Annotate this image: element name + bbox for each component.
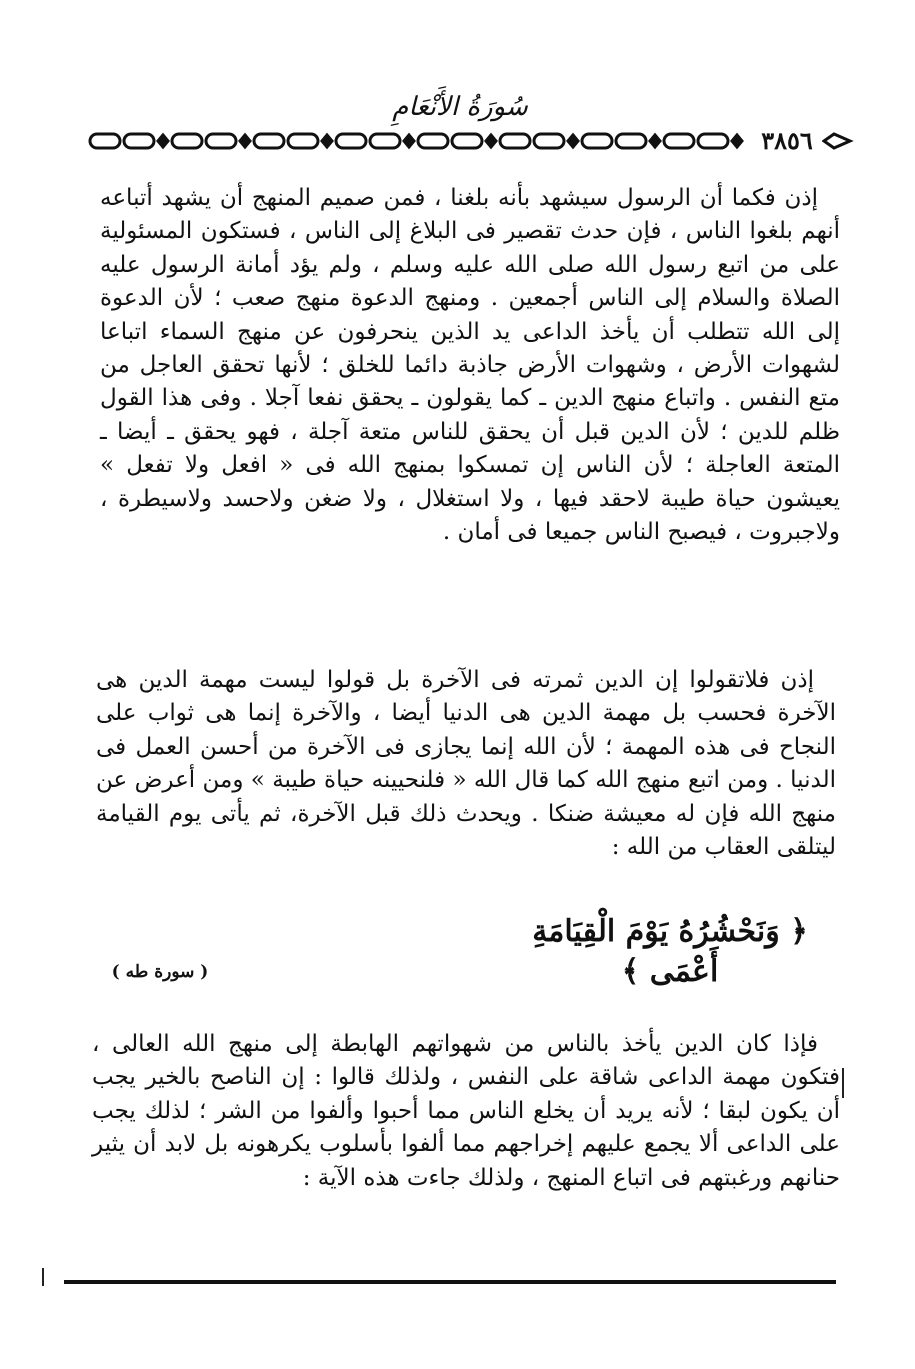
quran-verse: ﴿ وَنَحْشُرُهُ يَوْمَ الْقِيَامَةِ أَعْمَى ﴾: [532, 914, 808, 989]
ornament-link: [452, 134, 482, 148]
ornament-diamond: [240, 135, 250, 147]
ornament-link: [698, 134, 728, 148]
ornament-end: [824, 134, 850, 148]
ornament-link: [336, 134, 366, 148]
ornament-link: [616, 134, 646, 148]
margin-mark: [42, 1268, 44, 1286]
ornament-link: [124, 134, 154, 148]
ornament-link: [254, 134, 284, 148]
ornament-link: [534, 134, 564, 148]
paragraph-3: فإذا كان الدين يأخذ بالناس من شهواتهم الهابطة إلى منهج الله العالى ، فتكون مهمة الداعى شاقة على النفس ، ولذلك قالوا : إن الناصح بالخير يجب أن يكون لبقا ؛ لأنه يريد أن يخلع الناس مما أحبوا وألفوا من الشر ؛ لذلك يجب على الداعى ألا يجمع عليهم إخراجهم مما ألفوا بأسلوب يكرهونه بل لابد أن يثير حنانهم ورغبتهم فى اتباع المنهج ، ولذلك جاءت هذه الآية :: [92, 1031, 840, 1191]
ornament-diamond: [158, 135, 168, 147]
ornament-link: [664, 134, 694, 148]
ornament-diamond: [650, 135, 660, 147]
verse-reference: ( سورة طه ): [111, 962, 209, 982]
margin-mark: [842, 1068, 844, 1098]
ornament-diamond: [568, 135, 578, 147]
ornament-link: [206, 134, 236, 148]
ornament-link: [418, 134, 448, 148]
header-ornament-rule: [86, 126, 856, 156]
ornament-link: [172, 134, 202, 148]
ornament-link: [90, 134, 120, 148]
page-number: ٣٨٥٦: [752, 128, 822, 154]
surah-title: سُورَةُ الأَنْعَامِ: [392, 92, 528, 122]
ornament-link: [288, 134, 318, 148]
ornament-diamond: [404, 135, 414, 147]
ornament-link: [500, 134, 530, 148]
ornament-diamond: [732, 135, 742, 147]
ornament-diamond: [486, 135, 496, 147]
footer-rule: [64, 1280, 836, 1284]
ornament-diamond: [322, 135, 332, 147]
paragraph-1: إذن فكما أن الرسول سيشهد بأنه بلغنا ، فمن صميم المنهج أن يشهد أتباعه أنهم بلغوا الناس ، فإن حدث تقصير فى البلاغ إلى الناس ، فستكون المسئولية على من اتبع رسول الله صلى الله عليه وسلم ، ولم يؤد أمانة الرسول عليه الصلاة والسلام إلى الناس أجمعين . ومنهج الدعوة منهج صعب ؛ لأن الدعوة إلى الله تتطلب أن يأخذ الداعى يد الذين ينحرفون عن منهج السماء اتباعا لشهوات الأرض ، وشهوات الأرض جاذبة دائما للخلق ؛ لأنها تحقق العاجل من متع النفس . واتباع منهج الدين ـ كما يقولون ـ يحقق نفعا آجلا . وفى هذا القول ظلم للدين ؛ لأن الدين قبل أن يحقق للناس متعة آجلة ، فهو يحقق ـ أيضا ـ المتعة العاجلة ؛ لأن الناس إن تمسكوا بمنهج الله فى « افعل ولا تفعل » يعيشون حياة طيبة لاحقد فيها ، ولا استغلال ، ولا ضغن ولاحسد ولاسيطرة ، ولاجبروت ، فيصبح الناس جميعا فى أمان .: [100, 185, 840, 546]
ornament-link: [370, 134, 400, 148]
paragraph-2: إذن فلاتقولوا إن الدين ثمرته فى الآخرة بل قولوا ليست مهمة الدين هى الآخرة فحسب بل مهمة الدين هى الدنيا أيضا ، والآخرة إنما هى ثواب على النجاح فى هذه المهمة ؛ لأن الله إنما يجازى فى الآخرة من أحسن العمل فى الدنيا . ومن اتبع منهج الله كما قال الله « فلنحيينه حياة طيبة » ومن أعرض عن منهج الله فإن له معيشة ضنكا . ويحدث ذلك قبل الآخرة، ثم يأتى يوم القيامة ليتلقى العقاب من الله :: [96, 667, 836, 861]
ornament-link: [582, 134, 612, 148]
